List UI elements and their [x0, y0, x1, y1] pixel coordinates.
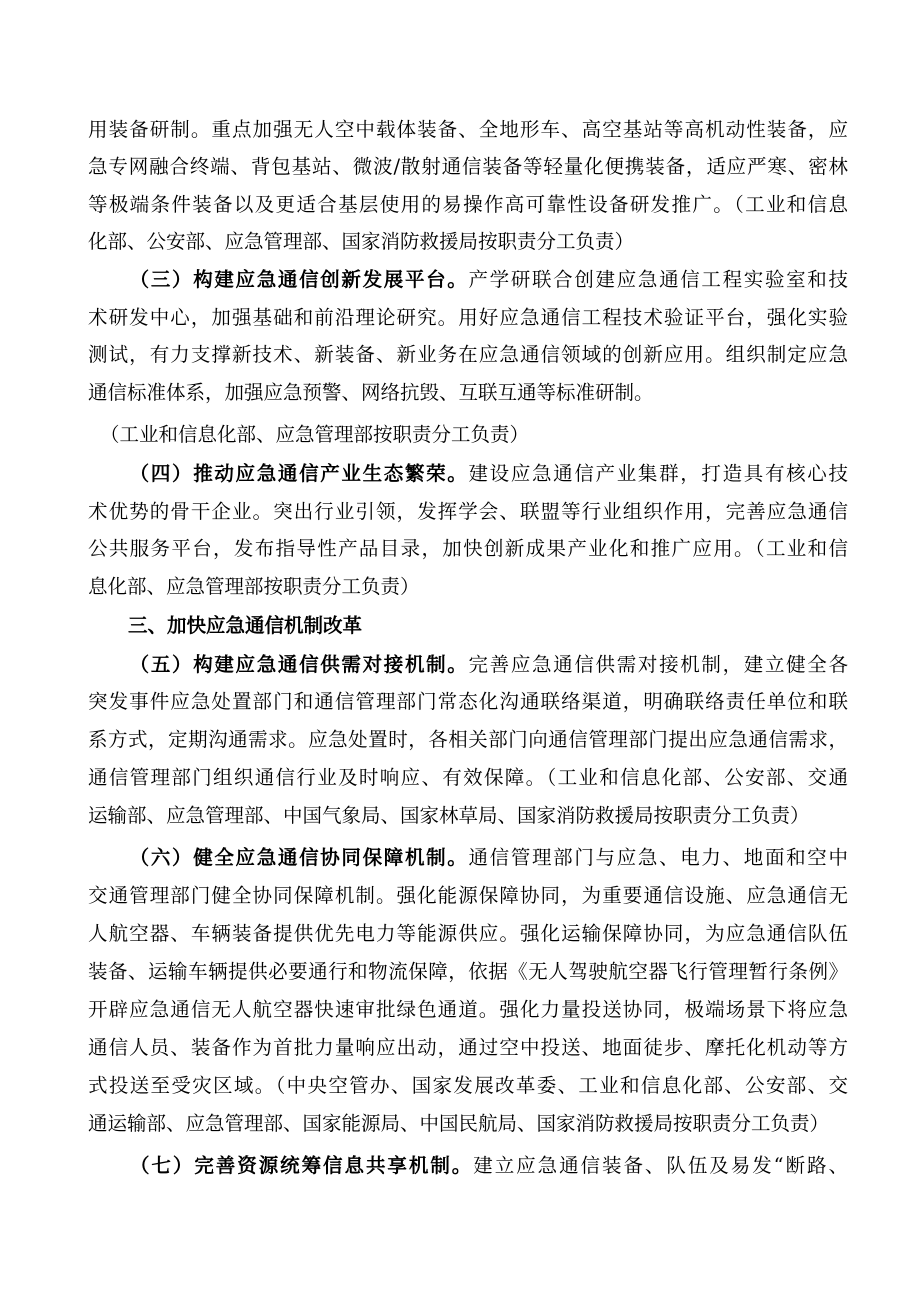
paragraph-line: 术研发中心，加强基础和前沿理论研究。用好应急通信工程技术验证平台，强化实验: [88, 306, 848, 329]
section-heading-line: （七）完善资源统筹信息共享机制。建立应急通信装备、队伍及易发“断路、: [128, 1154, 848, 1177]
paragraph-line: 用装备研制。重点加强无人空中载体装备、全地形车、高空基站等高机动性装备，应: [88, 118, 848, 141]
paragraph-line: 息化部、应急管理部按职责分工负责）: [88, 575, 420, 598]
section-heading: （六）健全应急通信协同保障机制。: [128, 846, 469, 869]
chapter-heading: 三、加快应急通信机制改革: [128, 614, 363, 637]
section-heading: （五）构建应急通信供需对接机制。: [128, 653, 469, 676]
paragraph-line: 式投送至受灾区域。（中央空管办、国家发展改革委、工业和信息化部、公安部、交: [88, 1074, 848, 1097]
paragraph-line: （工业和信息化部、应急管理部按职责分工负责）: [100, 423, 530, 446]
paragraph-line: 化部、公安部、应急管理部、国家消防救援局按职责分工负责）: [88, 230, 635, 253]
paragraph-line: 急专网融合终端、背包基站、微波/散射通信装备等轻量化便携装备，适应严寒、密林: [88, 155, 848, 178]
section-heading: （三）构建应急通信创新发展平台。: [128, 268, 469, 291]
paragraph-line: 通信标准体系，加强应急预警、网络抗毁、互联互通等标准研制。: [88, 381, 654, 404]
paragraph-line: 通信人员、装备作为首批力量响应出动，通过空中投送、地面徒步、摩托化机动等方: [88, 1036, 848, 1059]
paragraph-line: 开辟应急通信无人航空器快速审批绿色通道。强化力量投送协同，极端场景下将应急: [88, 998, 848, 1021]
paragraph-line: 人航空器、车辆装备提供优先电力等能源供应。强化运输保障协同，为应急通信队伍: [88, 922, 848, 945]
paragraph-line: 装备、运输车辆提供必要通行和物流保障，依据《无人驾驶航空器飞行管理暂行条例》: [88, 960, 848, 983]
paragraph-line: 测试，有力支撑新技术、新装备、新业务在应急通信领域的创新应用。组织制定应急: [88, 343, 848, 366]
section-heading-line: （六）健全应急通信协同保障机制。通信管理部门与应急、电力、地面和空中: [128, 846, 848, 869]
paragraph-line: 术优势的骨干企业。突出行业引领，发挥学会、联盟等行业组织作用，完善应急通信: [88, 500, 848, 523]
section-heading-line: （四）推动应急通信产业生态繁荣。建设应急通信产业集群，打造具有核心技: [128, 462, 848, 485]
paragraph-line: 公共服务平台，发布指导性产品目录，加快创新成果产业化和推广应用。（工业和信: [88, 537, 848, 560]
section-heading: （七）完善资源统筹信息共享机制。: [128, 1154, 474, 1177]
paragraph-line: 等极端条件装备以及更适合基层使用的易操作高可靠性设备研发推广。（工业和信息: [88, 193, 848, 216]
section-heading-line: （三）构建应急通信创新发展平台。产学研联合创建应急通信工程实验室和技: [128, 268, 848, 291]
paragraph-line: 运输部、应急管理部、中国气象局、国家林草局、国家消防救援局按职责分工负责）: [88, 804, 810, 827]
paragraph-line: 突发事件应急处置部门和通信管理部门常态化沟通联络渠道，明确联络责任单位和联: [88, 690, 848, 713]
section-heading-line: （五）构建应急通信供需对接机制。完善应急通信供需对接机制，建立健全各: [128, 653, 848, 676]
paragraph-line: 系方式，定期沟通需求。应急处置时，各相关部门向通信管理部门提出应急通信需求，: [88, 728, 848, 751]
paragraph-line: 交通管理部门健全协同保障机制。强化能源保障协同，为重要通信设施、应急通信无: [88, 884, 848, 907]
paragraph-line: 通运输部、应急管理部、国家能源局、中国民航局、国家消防救援局按职责分工负责）: [88, 1112, 830, 1135]
section-heading: （四）推动应急通信产业生态繁荣。: [128, 462, 469, 485]
paragraph-line: 通信管理部门组织通信行业及时响应、有效保障。（工业和信息化部、公安部、交通: [88, 766, 848, 789]
chapter-heading-line: [88, 612, 848, 640]
